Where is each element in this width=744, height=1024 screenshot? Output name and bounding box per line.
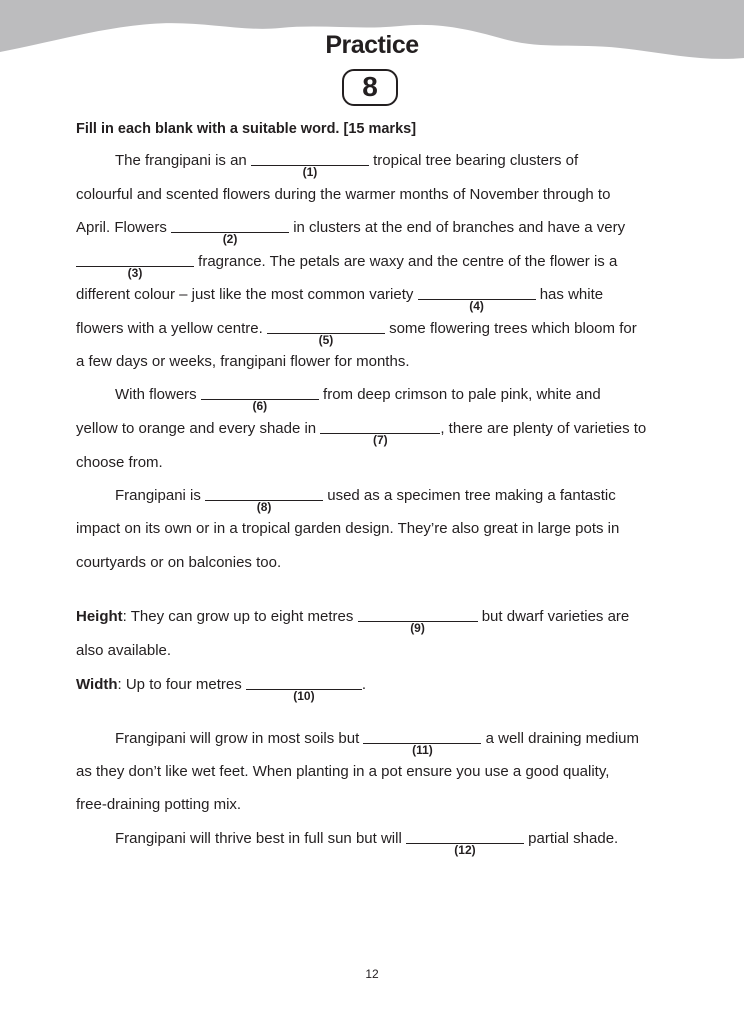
blank-6[interactable]: (6) (201, 385, 319, 399)
width-line: Width: Up to four metres (10) . (76, 676, 367, 703)
blank-4[interactable]: (4) (418, 285, 536, 299)
p3-line-1: Frangipani is (8) used as a specimen tree making a fantastic (115, 487, 616, 514)
blank-9[interactable]: (9) (358, 607, 478, 621)
height-line-1: Height: They can grow up to eight metres (9) but dwarf varieties are (76, 608, 630, 635)
p1-line-2: colourful and scented flowers during the warmer months of November through to (76, 186, 611, 203)
blank-3[interactable]: (3) (76, 252, 194, 266)
p1-line-3: April. Flowers (2) in clusters at the end of branches and have a very (76, 219, 626, 246)
p1-line-4: (3) fragrance. The petals are waxy and the centre of the flower is a (76, 252, 617, 272)
blank-1[interactable]: (1) (251, 151, 369, 165)
p4-line-3: free-draining potting mix. (76, 796, 242, 813)
practice-number-badge: 8 (342, 69, 398, 106)
blank-12[interactable]: (12) (406, 829, 524, 843)
p4-line-1: Frangipani will grow in most soils but (11) a well draining medium (115, 730, 640, 757)
page-number: 12 (365, 967, 379, 981)
blank-5[interactable]: (5) (267, 319, 385, 333)
blank-11[interactable]: (11) (363, 729, 481, 743)
p2-line-1: With flowers (6) from deep crimson to pale pink, white and (115, 386, 601, 413)
blank-8[interactable]: (8) (205, 486, 323, 500)
p3-line-2: impact on its own or in a tropical garden design. They’re also great in large pots in (76, 520, 620, 537)
p4-line-2: as they don’t like wet feet. When planting in a pot ensure you use a good quality, (76, 763, 610, 780)
p5-line-1: Frangipani will thrive best in full sun but will (12) partial shade. (115, 830, 619, 857)
instruction: Fill in each blank with a suitable word. [15 marks] (76, 121, 417, 137)
p1-line-6: flowers with a yellow centre. (5) some flowering trees which bloom for (76, 320, 637, 347)
p2-line-2: yellow to orange and every shade in (7) , there are plenty of varieties to (76, 420, 647, 447)
p1-line-7: a few days or weeks, frangipani flower for months. (76, 353, 410, 370)
blank-7[interactable]: (7) (320, 419, 440, 433)
p2-line-3: choose from. (76, 454, 163, 471)
height-line-2: also available. (76, 642, 172, 659)
blank-2[interactable]: (2) (171, 218, 289, 232)
p1-line-5: different colour – just like the most common variety (4) has white (76, 286, 604, 313)
page-title: Practice (325, 31, 419, 59)
blank-10[interactable]: (10) (246, 675, 362, 689)
p3-line-3: courtyards or on balconies too. (76, 554, 282, 571)
p1-line-1: The frangipani is an (1) tropical tree bearing clusters of (115, 152, 579, 179)
